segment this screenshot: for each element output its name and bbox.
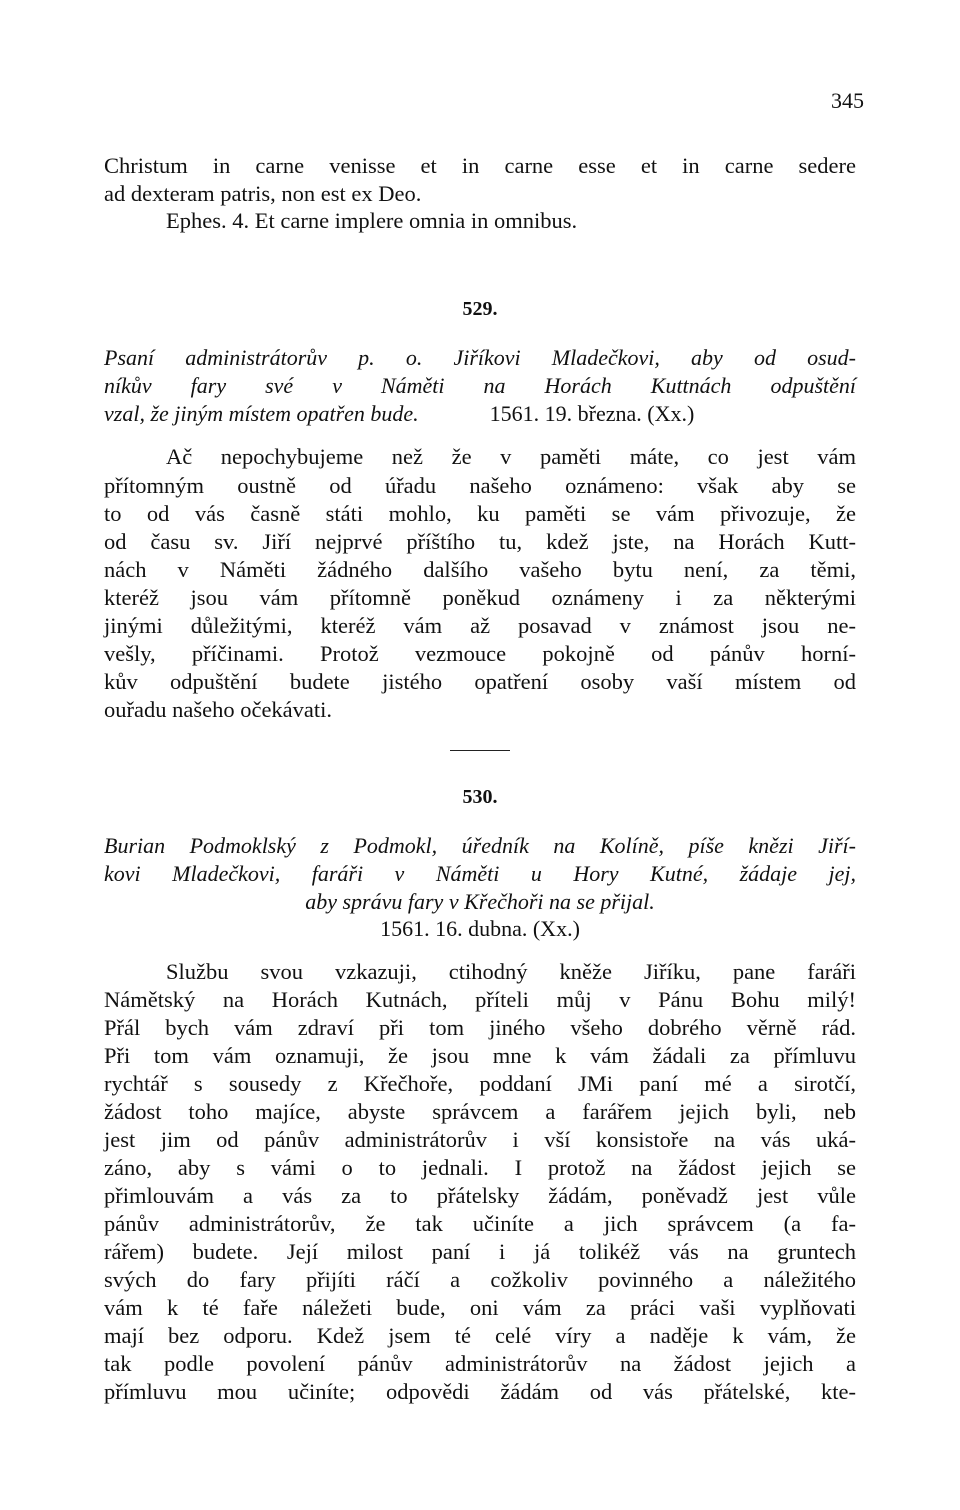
body-line: jest jim od pánův administrátorův i vší konsistoře na vás uká- — [104, 1127, 856, 1152]
body-line: mají bez odporu. Kdež jsem té celé víry a naděje k vám, že — [104, 1323, 856, 1348]
body-line: pánův administrátorův, že tak učiníte a jich správcem (a fa- — [104, 1211, 856, 1236]
body-line: vešly, příčinami. Protož vezmouce pokojně od pánův horní- — [104, 641, 856, 666]
body-line: to od vás časně státi mohlo, ku paměti se vám přivozuje, že — [104, 501, 856, 526]
body-line: tak podle povolení pánův administrátorův na žádost jejich a — [104, 1351, 856, 1376]
body-line: Službu svou vzkazuji, ctihodný kněže Jiříku, pane faráři — [166, 959, 856, 984]
body-line: ouřadu našeho očekávati. — [104, 697, 333, 722]
document-date: 1561. 16. dubna. (Xx.) — [380, 916, 580, 941]
body-line: svých do fary přijíti ráčí a cožkoliv povinného a náležitého — [104, 1267, 856, 1292]
text-line: Ephes. 4. Et carne implere omnia in omnibus. — [166, 208, 578, 233]
body-line: rářem) budete. Její milost paní i já tolikéž vás na gruntech — [104, 1239, 856, 1264]
document-heading: níkův fary své v Náměti na Horách Kuttnách odpuštění — [104, 373, 856, 398]
section-divider — [450, 750, 510, 751]
body-line: Ač nepochybujeme než že v paměti máte, co jest vám — [166, 444, 856, 469]
text-line: ad dexteram patris, non est ex Deo. — [104, 181, 422, 206]
body-line: nách v Náměti žádného dalšího vašeho bytu není, za těmi, — [104, 557, 856, 582]
body-line: rychtář s sousedy z Křečhoře, poddaní JMi paní mé a sirotčí, — [104, 1071, 856, 1096]
body-line: žádost toho majíce, abyste správcem a farářem jejich byli, neb — [104, 1099, 856, 1124]
body-line: vám k té faře náležeti bude, oni vám za práci vaši vyplňovati — [104, 1295, 856, 1320]
body-line: jinými důležitými, kteréž vám až posavad v známost jsou ne- — [104, 613, 856, 638]
body-line: kův odpuštění budete jistého opatření osoby vaší místem od — [104, 669, 856, 694]
document-date: 1561. 19. března. (Xx.) — [489, 401, 695, 426]
text-line: Christum in carne venisse et in carne esse et in carne sedere — [104, 153, 856, 178]
page-number: 345 — [831, 88, 864, 113]
document-heading: kovi Mladečkovi, faráři v Náměti u Hory Kutné, žádaje jej, — [104, 861, 856, 886]
document-number: 530. — [462, 786, 498, 808]
document-heading: Burian Podmoklský z Podmokl, úředník na Kolíně, píše knězi Jiří- — [104, 833, 856, 858]
document-heading: Psaní administrátorův p. o. Jiříkovi Mladečkovi, aby od osud- — [104, 345, 856, 370]
body-line: Námětský na Horách Kutnách, příteli můj v Pánu Bohu milý! — [104, 987, 856, 1012]
body-line: kteréž jsou vám přítomně poněkud oznámeny i za některými — [104, 585, 856, 610]
body-line: přimlouvám a vás za to přátelsky žádám, poněvadž jest vůle — [104, 1183, 856, 1208]
body-line: Přál bych vám zdraví při tom jiného všeho dobrého věrně rád. — [104, 1015, 856, 1040]
body-line: Při tom vám oznamuji, že jsou mne k vám žádali za přímluvu — [104, 1043, 856, 1068]
body-line: přítomným oustně od úřadu našeho oznámeno: však aby se — [104, 473, 856, 498]
document-heading-last — [104, 400, 856, 428]
body-line: od času sv. Jiří nejprvé příštího tu, kdež jste, na Horách Kutt- — [104, 529, 856, 554]
document-heading: aby správu fary v Křečhoři na se přijal. — [305, 889, 655, 914]
document-number: 529. — [462, 298, 498, 320]
body-line: záno, aby s vámi o to jednali. I protož na žádost jejich se — [104, 1155, 856, 1180]
document-heading: vzal, že jiným místem opatřen bude. — [104, 401, 419, 426]
body-line: přímluvu mou učiníte; odpovědi žádám od vás přátelské, kte- — [104, 1379, 856, 1404]
